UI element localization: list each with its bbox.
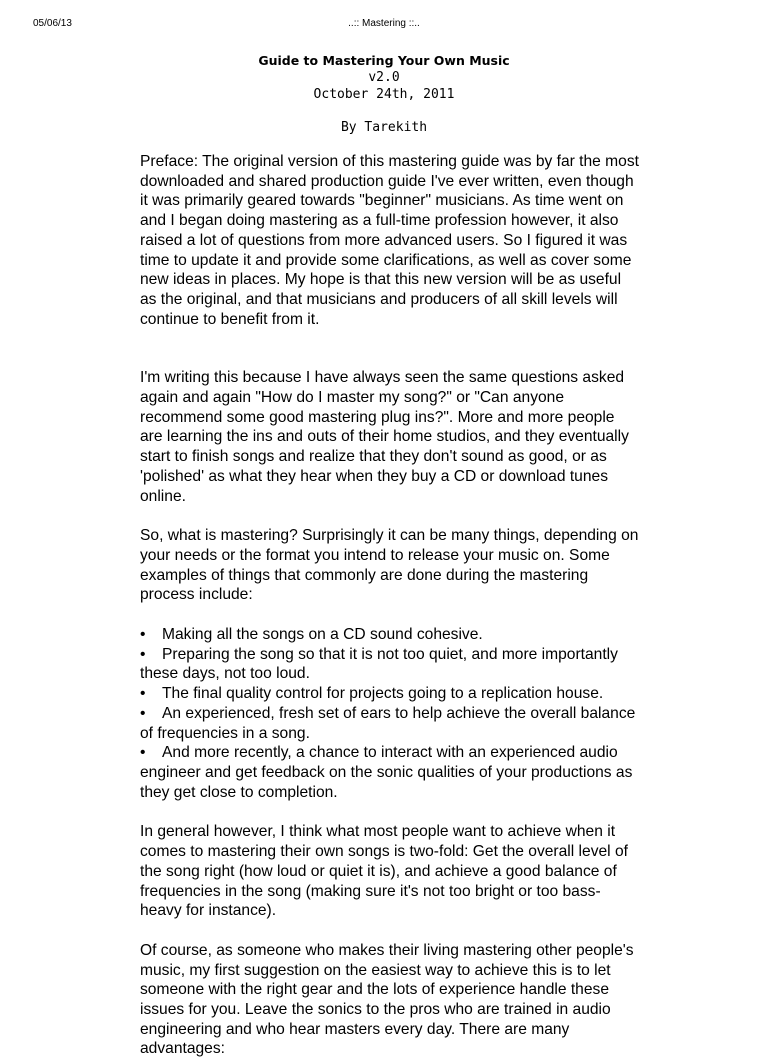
intro-paragraph: I'm writing this because I have always seen the same questions asked again and again "How do I master my song?" or "Can anyone recommend some good mastering plug ins?". More and more people are learning the ins and outs of their home studios, and they eventually start to finish songs and realize that they don't sound as good, or as 'polished' as what they hear when they buy a CD or download tunes online. — [140, 369, 629, 505]
print-date: 05/06/13 — [33, 18, 72, 29]
bullet-icon: • — [140, 645, 146, 663]
document-version: v2.0 — [368, 70, 400, 85]
print-header — [0, 17, 768, 31]
of-course-paragraph: Of course, as someone who makes their living mastering other people's music, my first suggestion on the easiest way to achieve this is to let someone with the right gear and the lots of experience handle these issues for you. Leave the sonics to the pros who are trained in audio engineering and who hear masters every day. There are many advantages: — [140, 941, 634, 1058]
mastering-tasks-list — [140, 625, 640, 802]
document-title: Guide to Mastering Your Own Music — [258, 53, 510, 68]
bullet-icon: • — [140, 744, 146, 762]
list-item: • Preparing the song so that it is not too quiet, and more importantly these days, not too loud. — [140, 645, 618, 683]
document-date: October 24th, 2011 — [313, 87, 455, 102]
bullet-icon: • — [140, 626, 146, 644]
document-body — [140, 152, 640, 1059]
bullet-icon: • — [140, 685, 146, 703]
what-is-mastering-paragraph: So, what is mastering? Surprisingly it can be many things, depending on your needs or the format you intend to release your music on. Some examples of things that commonly are done during the mastering process include: — [140, 527, 639, 604]
document-author: By Tarekith — [340, 120, 428, 135]
list-item: • The final quality control for projects going to a replication house. — [140, 685, 604, 703]
list-item: • Making all the songs on a CD sound cohesive. — [140, 626, 483, 644]
list-item: • And more recently, a chance to interact with an experienced audio engineer and get feedback on the sonic qualities of your productions as they get close to completion. — [140, 744, 633, 801]
document-heading — [0, 52, 768, 136]
preface-paragraph: Preface: The original version of this mastering guide was by far the most downloaded and shared production guide I've ever written, even though it was primarily geared towards "beginner" musicians. As time went on and I began doing mastering as a full-time profession however, it also raised a lot of questions from more advanced users. So I figured it was time to update it and provide some clarifications, as well as cover some new ideas in places. My hope is that this new version will be as useful as the original, and that musicians and producers of all skill levels will continue to benefit from it. — [140, 153, 639, 328]
list-item: • An experienced, fresh set of ears to help achieve the overall balance of frequencies in a song. — [140, 704, 636, 742]
print-page-title: ..:: Mastering ::.. — [348, 18, 420, 29]
bullet-icon: • — [140, 704, 146, 722]
general-paragraph: In general however, I think what most people want to achieve when it comes to mastering their own songs is two-fold: Get the overall level of the song right (how loud or quiet it is), and achieve a good balance of frequencies in the song (making sure it's not too bright or too bass-heavy for instance). — [140, 823, 628, 920]
